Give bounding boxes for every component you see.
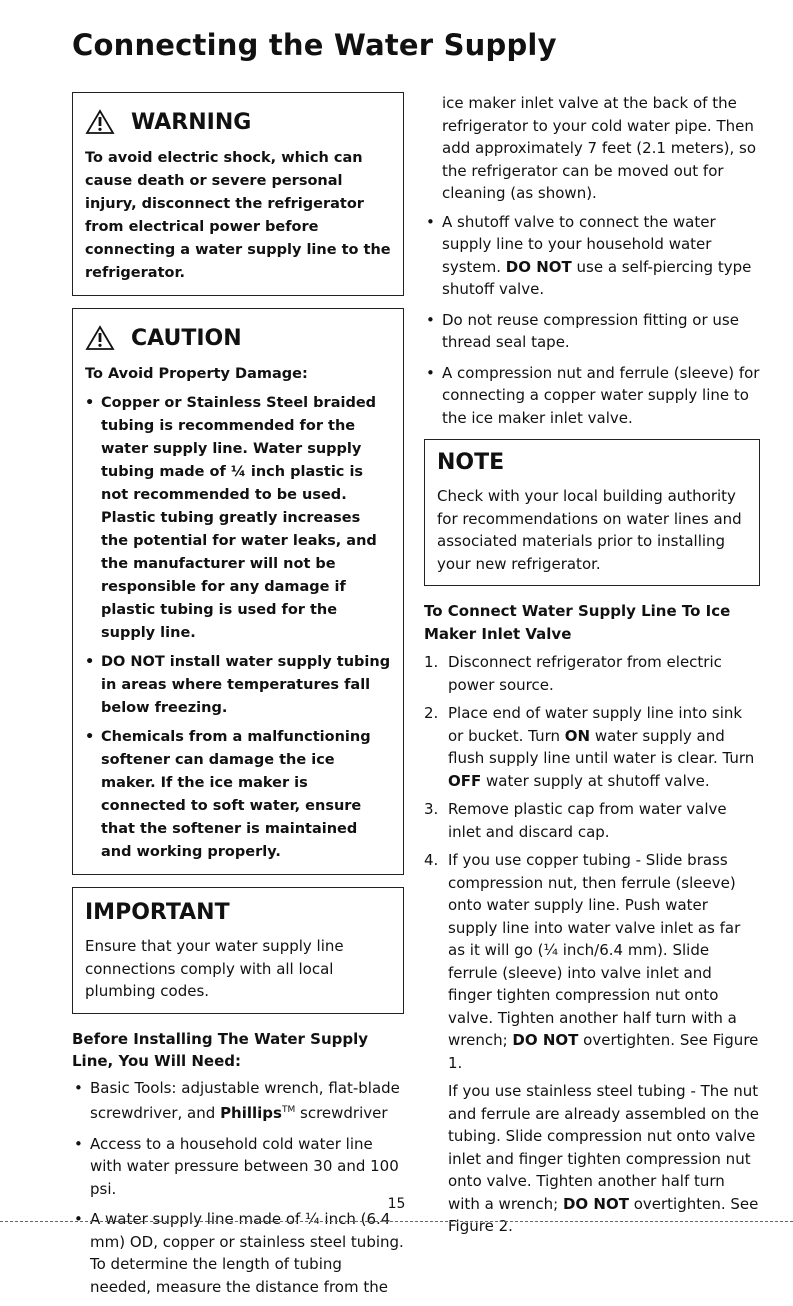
before-heading: Before Installing The Water Supply Line, You Will Need: [72,1029,369,1070]
step-item [424,651,760,696]
text-run: water supply and flush supply line until water is clear. Turn [448,726,755,767]
warning-body: To avoid electric shock, which can cause death or severe personal injury, disconnect the refrigerator from electrical power before connecting a water supply line to the refrigerator. [85,150,391,281]
text-run: Remove plastic cap from water valve inlet and discard cap. [448,800,727,841]
list-item [72,1077,404,1125]
text-run: Disconnect refrigerator from electric power source. [448,653,722,694]
text-run: overtighten. See Figure 1. [448,1031,759,1072]
text-run: screwdriver [295,1104,388,1122]
text-run: Basic Tools: adjustable wrench, flat-blade screwdriver, and [90,1078,400,1122]
text-run: If you use copper tubing - Slide brass compression nut, then ferrule (sleeve) onto water supply line. Push water supply line into water valve inlet as far as it will go (¼ inch/6.4 mm). Slide ferrule (sleeve) into valve inlet and finger tighten compression nut onto valve. Tighten another half turn with a wrench; [448,851,741,1049]
text-run: A shutoff valve to connect the water supply line to your household water system. [442,212,716,276]
step-number: 3. [424,800,439,818]
warning-heading: WARNING [131,109,252,135]
text-run: water supply at shutoff valve. [481,771,710,790]
caution-box [72,308,404,875]
caution-list [85,392,391,864]
page-number: 15 [387,1196,406,1212]
connect-heading: To Connect Water Supply Line To Ice Maker Inlet Valve [424,602,731,643]
caution-item: • DO NOT install water supply tubing in areas where temperatures fall below freezing. [85,651,391,720]
caution-triangle-icon [85,325,115,351]
note-heading: NOTE [437,450,505,475]
right-column [424,92,760,1244]
important-heading: IMPORTANT [85,900,230,925]
text-run: If you use stainless steel tubing - The nut and ferrule are already assembled on the tubing. Slide compression nut onto valve inlet and finger tighten compression nut onto valve. Tighten another half turn with a wrench; [448,1082,759,1213]
step-number: 4. [424,851,439,869]
list-item: • A compression nut and ferrule (sleeve) for connecting a copper water supply line to the ice maker inlet valve. [424,362,760,430]
caution-lead: To Avoid Property Damage: [85,366,308,382]
page-title: Connecting the Water Supply [72,28,557,62]
step-item [424,798,760,843]
text-run: DO NOT [512,1031,579,1049]
list-item: • Do not reuse compression fitting or use thread seal tape. [424,309,760,354]
warning-heading-row [85,109,391,135]
connect-steps [424,651,760,1238]
text-run: ON [564,726,591,745]
text-run: Place end of water supply line into sink or bucket. Turn [448,704,743,745]
note-body: Check with your local building authority for recommendations on water lines and associated materials prior to installing your new refrigerator. [437,487,742,573]
step-item [424,849,760,1238]
note-box [424,439,760,586]
bottom-divider [0,1221,793,1222]
caution-item: • Chemicals from a malfunctioning softener can damage the ice maker. If the ice maker is connected to soft water, ensure that the softener is maintained and working properly. [85,726,391,864]
step-number: 1. [424,653,439,671]
caution-item: • Copper or Stainless Steel braided tubing is recommended for the water supply line. Water supply tubing made of ¼ inch plastic is not recommended to be used. Plastic tubing greatly increases the potential for water leaks, and the manufacturer will not be responsible for any damage if plastic tubing is used for the supply line. [85,392,391,645]
list-item [424,211,760,301]
continuation-text: ice maker inlet valve at the back of the refrigerator to your cold water pipe. Then add approximately 7 feet (2.1 meters), so the refrigerator can be moved out for cleaning (as shown). [442,94,757,202]
list-item: • Access to a household cold water line with water pressure between 30 and 100 psi. [72,1133,404,1201]
warning-box [72,92,404,296]
list-item: • A water supply line made of ¼ inch (6.4 mm) OD, copper or stainless steel tubing. To determine the length of tubing needed, measure the distance from the [72,1208,404,1298]
text-run: OFF [448,771,482,790]
step-item [424,702,760,792]
text-run: use a self-piercing type shutoff valve. [442,257,752,298]
step-number: 2. [424,704,439,722]
caution-heading: CAUTION [131,325,242,351]
important-body: Ensure that your water supply line connections comply with all local plumbing codes. [85,937,344,1000]
left-column [72,92,404,1306]
caution-heading-row [85,325,391,351]
text-run: DO NOT [562,1194,629,1213]
important-box [72,887,404,1014]
trademark: TM [281,1105,296,1115]
right-list [424,211,760,430]
text-run: overtighten. See Figure 2. [448,1194,759,1235]
text-run: DO NOT [505,257,572,276]
step-subparagraph [448,1080,760,1238]
warning-triangle-icon [85,109,115,135]
text-run: Phillips [220,1104,282,1122]
before-list [72,1077,404,1299]
